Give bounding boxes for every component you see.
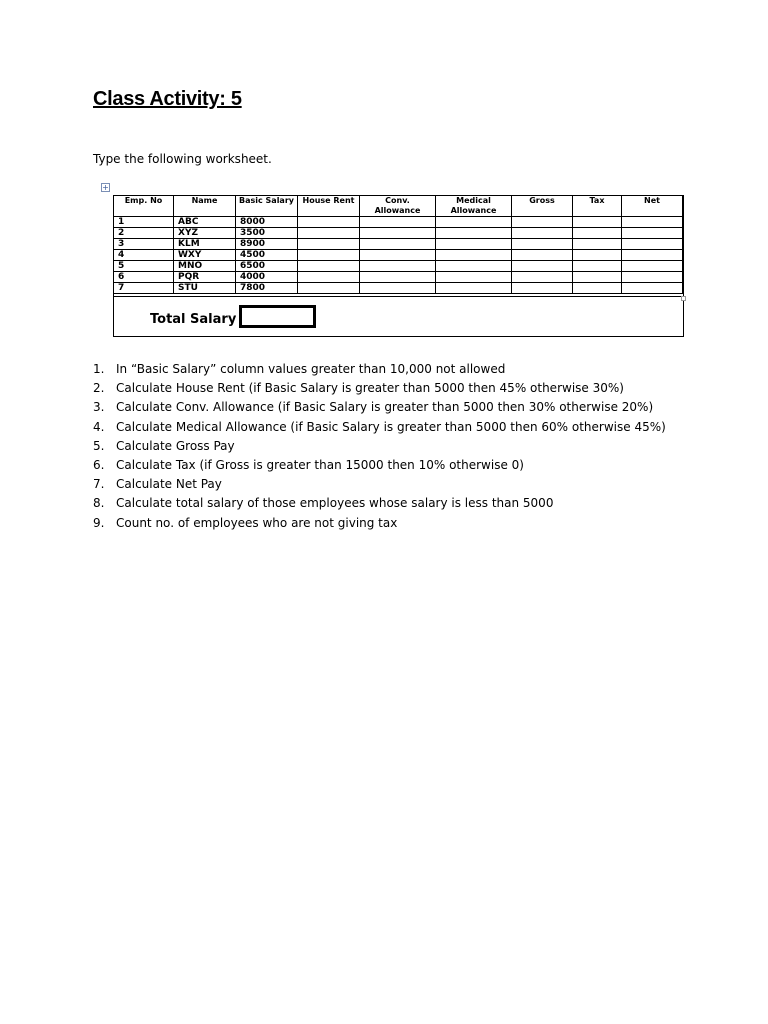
list-item-text: Calculate Net Pay — [116, 477, 222, 492]
cell-tax[interactable] — [573, 250, 622, 261]
table-row — [114, 272, 683, 283]
cell-basic-salary[interactable]: 7800 — [236, 283, 298, 294]
list-item-text: Calculate Conv. Allowance (if Basic Salary is greater than 5000 then 30% otherwise 20%) — [116, 400, 654, 415]
cell-house-rent[interactable] — [298, 261, 360, 272]
list-item — [93, 419, 666, 438]
list-item — [93, 361, 666, 380]
cell-name[interactable]: WXY — [174, 250, 236, 261]
cell-tax[interactable] — [573, 283, 622, 294]
cell-tax[interactable] — [573, 261, 622, 272]
header-basic-salary: Basic Salary — [236, 196, 298, 217]
list-item-number: 9. — [93, 515, 105, 530]
list-item-text: Count no. of employees who are not giving tax — [116, 515, 398, 530]
list-item-number: 7. — [93, 477, 105, 492]
list-item-text: Calculate Medical Allowance (if Basic Salary is greater than 5000 then 60% otherwise 45%) — [116, 419, 666, 434]
cell-basic-salary[interactable]: 3500 — [236, 228, 298, 239]
cell-house-rent[interactable] — [298, 283, 360, 294]
header-medical-allowance: Medical Allowance — [436, 196, 512, 217]
list-item-text: Calculate Gross Pay — [116, 438, 235, 453]
list-item-number: 1. — [93, 362, 105, 376]
header-gross: Gross — [512, 196, 573, 217]
cell-tax[interactable] — [573, 217, 622, 228]
cell-emp-no[interactable]: 5 — [114, 261, 174, 272]
cell-medical-allowance[interactable] — [436, 272, 512, 283]
cell-conv-allowance[interactable] — [360, 217, 436, 228]
cell-medical-allowance[interactable] — [436, 283, 512, 294]
cell-emp-no[interactable]: 7 — [114, 283, 174, 294]
list-item — [93, 515, 666, 534]
list-item-number: 5. — [93, 438, 105, 453]
cell-conv-allowance[interactable] — [360, 261, 436, 272]
page-title: Class Activity: 5 — [93, 88, 242, 110]
cell-medical-allowance[interactable] — [436, 239, 512, 250]
cell-house-rent[interactable] — [298, 272, 360, 283]
cell-conv-allowance[interactable] — [360, 228, 436, 239]
cell-net[interactable] — [622, 217, 683, 228]
cell-basic-salary[interactable]: 6500 — [236, 261, 298, 272]
cell-gross[interactable] — [512, 272, 573, 283]
cell-basic-salary[interactable]: 4000 — [236, 272, 298, 283]
cell-medical-allowance[interactable] — [436, 217, 512, 228]
list-item-text: Calculate Tax (if Gross is greater than 15000 then 10% otherwise 0) — [116, 457, 524, 472]
list-item — [93, 476, 666, 495]
cell-conv-allowance[interactable] — [360, 272, 436, 283]
list-item — [93, 380, 666, 399]
table-row — [114, 217, 683, 228]
cell-name[interactable]: ABC — [174, 217, 236, 228]
cell-conv-allowance[interactable] — [360, 250, 436, 261]
header-tax: Tax — [573, 196, 622, 217]
cell-basic-salary[interactable]: 8900 — [236, 239, 298, 250]
cell-emp-no[interactable]: 6 — [114, 272, 174, 283]
list-item-number: 2. — [93, 381, 105, 396]
intro-text: Type the following worksheet. — [93, 152, 272, 166]
cell-name[interactable]: KLM — [174, 239, 236, 250]
header-house-rent: House Rent — [298, 196, 360, 217]
cell-tax[interactable] — [573, 228, 622, 239]
cell-house-rent[interactable] — [298, 228, 360, 239]
cell-name[interactable]: STU — [174, 283, 236, 294]
salary-worksheet-table — [113, 195, 683, 294]
header-conv-allowance: Conv. Allowance — [360, 196, 436, 217]
list-item-number: 3. — [93, 400, 105, 415]
cell-house-rent[interactable] — [298, 217, 360, 228]
cell-name[interactable]: MNO — [174, 261, 236, 272]
cell-medical-allowance[interactable] — [436, 250, 512, 261]
cell-net[interactable] — [622, 239, 683, 250]
table-move-handle-icon[interactable]: + — [102, 183, 109, 192]
cell-house-rent[interactable] — [298, 250, 360, 261]
table-row — [114, 239, 683, 250]
table-divider — [113, 296, 684, 297]
list-item — [93, 438, 666, 457]
list-item-text: Calculate House Rent (if Basic Salary is greater than 5000 then 45% otherwise 30%) — [116, 381, 624, 396]
cell-basic-salary[interactable]: 4500 — [236, 250, 298, 261]
cell-name[interactable]: XYZ — [174, 228, 236, 239]
cell-house-rent[interactable] — [298, 239, 360, 250]
list-item-text: In “Basic Salary” column values greater than 10,000 not allowed — [116, 362, 506, 376]
cell-tax[interactable] — [573, 272, 622, 283]
list-item — [93, 457, 666, 476]
cell-gross[interactable] — [512, 283, 573, 294]
cell-emp-no[interactable]: 3 — [114, 239, 174, 250]
cell-emp-no[interactable]: 4 — [114, 250, 174, 261]
total-salary-label: Total Salary — [150, 312, 237, 327]
list-item-number: 6. — [93, 457, 105, 472]
task-list — [93, 361, 666, 534]
cell-medical-allowance[interactable] — [436, 261, 512, 272]
cell-medical-allowance[interactable] — [436, 228, 512, 239]
cell-tax[interactable] — [573, 239, 622, 250]
cell-net[interactable] — [622, 250, 683, 261]
list-item-text: Calculate total salary of those employees whose salary is less than 5000 — [116, 496, 554, 511]
cell-gross[interactable] — [512, 261, 573, 272]
cell-conv-allowance[interactable] — [360, 283, 436, 294]
cell-basic-salary[interactable]: 8000 — [236, 217, 298, 228]
cell-net[interactable] — [622, 283, 683, 294]
cell-emp-no[interactable]: 2 — [114, 228, 174, 239]
cell-net[interactable] — [622, 272, 683, 283]
header-net: Net — [622, 196, 683, 217]
cell-conv-allowance[interactable] — [360, 239, 436, 250]
table-row — [114, 250, 683, 261]
cell-net[interactable] — [622, 261, 683, 272]
cell-name[interactable]: PQR — [174, 272, 236, 283]
header-emp-no: Emp. No — [114, 196, 174, 217]
cell-gross[interactable] — [512, 239, 573, 250]
list-item — [93, 399, 666, 418]
list-item-number: 4. — [93, 419, 105, 434]
cell-gross[interactable] — [512, 228, 573, 239]
table-resize-handle[interactable] — [681, 296, 686, 301]
header-name: Name — [174, 196, 236, 217]
cell-net[interactable] — [622, 228, 683, 239]
list-item-number: 8. — [93, 496, 105, 511]
table-row — [114, 261, 683, 272]
table-header-row — [114, 196, 683, 217]
list-item — [93, 495, 666, 514]
cell-gross[interactable] — [512, 217, 573, 228]
table-row — [114, 228, 683, 239]
table-row — [114, 283, 683, 294]
cell-gross[interactable] — [512, 250, 573, 261]
total-salary-box[interactable] — [239, 305, 316, 328]
cell-emp-no[interactable]: 1 — [114, 217, 174, 228]
